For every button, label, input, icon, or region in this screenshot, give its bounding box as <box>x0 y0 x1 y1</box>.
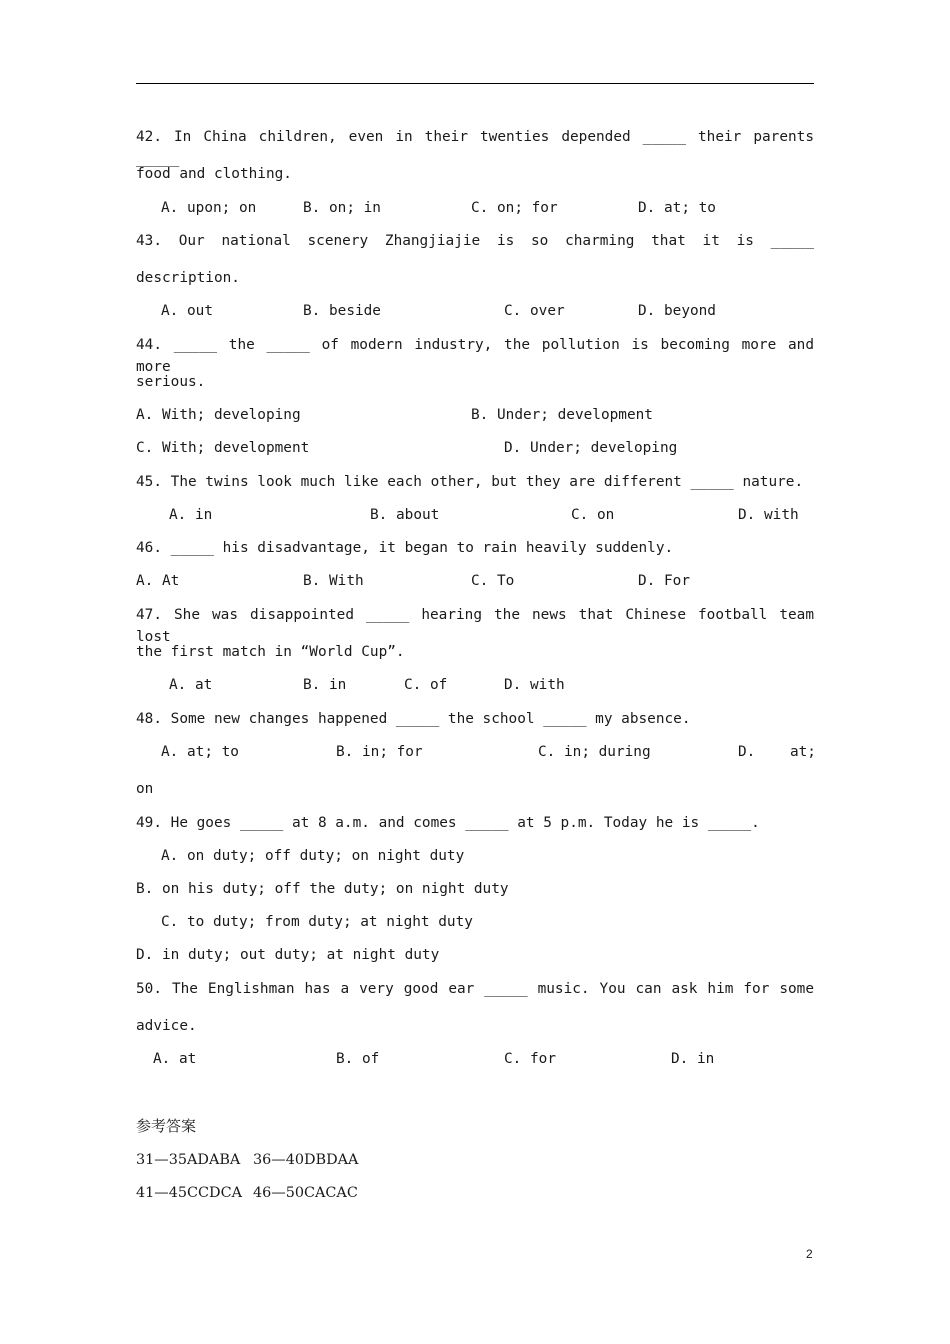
q43-option-a: A. out <box>161 303 213 319</box>
question-43-line1: 43. Our national scenery Zhangjiajie is so charming that it is _____ <box>136 233 814 249</box>
q46-option-a: A. At <box>136 573 180 589</box>
q50-option-d: D. in <box>671 1051 715 1067</box>
q44-option-c: C. With; development <box>136 440 310 456</box>
answers-46-50: 46—50CACAC <box>253 1185 358 1201</box>
q42-option-b: B. on; in <box>303 200 381 216</box>
q47-option-c: C. of <box>404 677 448 693</box>
q47-option-d: D. with <box>504 677 565 693</box>
question-42-line1: 42. In China children, even in their twenties depended _____ their parents _____ <box>136 129 814 167</box>
q48-option-d: D. at; <box>738 744 816 760</box>
question-43-line2: description. <box>136 270 240 286</box>
q42-option-c: C. on; for <box>471 200 558 216</box>
q42-option-a: A. upon; on <box>161 200 257 216</box>
q46-option-d: D. For <box>638 573 690 589</box>
q45-option-c: C. on <box>571 507 615 523</box>
q44-option-b: B. Under; development <box>471 407 653 423</box>
question-42-line2: food and clothing. <box>136 166 292 182</box>
q49-option-a: A. on duty; off duty; on night duty <box>161 848 465 864</box>
q45-option-d: D. with <box>738 507 799 523</box>
question-47-line2: the first match in “World Cup”. <box>136 644 405 660</box>
answers-36-40: 36—40DBDAA <box>253 1152 359 1168</box>
q43-option-d: D. beyond <box>638 303 716 319</box>
header-rule <box>136 83 814 84</box>
q47-option-a: A. at <box>169 677 213 693</box>
question-48-line1: 48. Some new changes happened _____ the school _____ my absence. <box>136 711 691 727</box>
question-49-line1: 49. He goes _____ at 8 a.m. and comes _____ at 5 p.m. Today he is _____. <box>136 815 760 831</box>
q44-option-d: D. Under; developing <box>504 440 678 456</box>
q50-option-b: B. of <box>336 1051 380 1067</box>
question-50-line2: advice. <box>136 1018 197 1034</box>
question-45-line1: 45. The twins look much like each other, but they are different _____ nature. <box>136 474 804 490</box>
question-47-line1: 47. She was disappointed _____ hearing the news that Chinese football team lost <box>136 607 814 645</box>
q46-option-c: C. To <box>471 573 515 589</box>
question-44-line2: serious. <box>136 374 206 390</box>
q47-option-b: B. in <box>303 677 347 693</box>
answers-31-35: 31—35ADABA <box>136 1152 241 1168</box>
q49-option-d: D. in duty; out duty; at night duty <box>136 947 440 963</box>
q45-option-a: A. in <box>169 507 213 523</box>
q46-option-b: B. With <box>303 573 364 589</box>
page-number: 2 <box>806 1247 813 1261</box>
q48-option-d-wrap: on <box>136 781 154 797</box>
question-44-line1: 44. _____ the _____ of modern industry, the pollution is becoming more and more <box>136 337 814 375</box>
q45-option-b: B. about <box>370 507 440 523</box>
q48-option-c: C. in; during <box>538 744 651 760</box>
q43-option-b: B. beside <box>303 303 381 319</box>
answers-41-45: 41—45CCDCA <box>136 1185 242 1201</box>
q50-option-c: C. for <box>504 1051 556 1067</box>
q42-option-d: D. at; to <box>638 200 716 216</box>
answers-heading: 参考答案 <box>136 1117 197 1135</box>
q48-option-b: B. in; for <box>336 744 423 760</box>
question-46-line1: 46. _____ his disadvantage, it began to rain heavily suddenly. <box>136 540 674 556</box>
q49-option-b: B. on his duty; off the duty; on night duty <box>136 881 509 897</box>
question-50-line1: 50. The Englishman has a very good ear _____ music. You can ask him for some <box>136 981 814 997</box>
q50-option-a: A. at <box>153 1051 197 1067</box>
q43-option-c: C. over <box>504 303 565 319</box>
q44-option-a: A. With; developing <box>136 407 301 423</box>
q48-option-a: A. at; to <box>161 744 239 760</box>
q49-option-c: C. to duty; from duty; at night duty <box>161 914 473 930</box>
